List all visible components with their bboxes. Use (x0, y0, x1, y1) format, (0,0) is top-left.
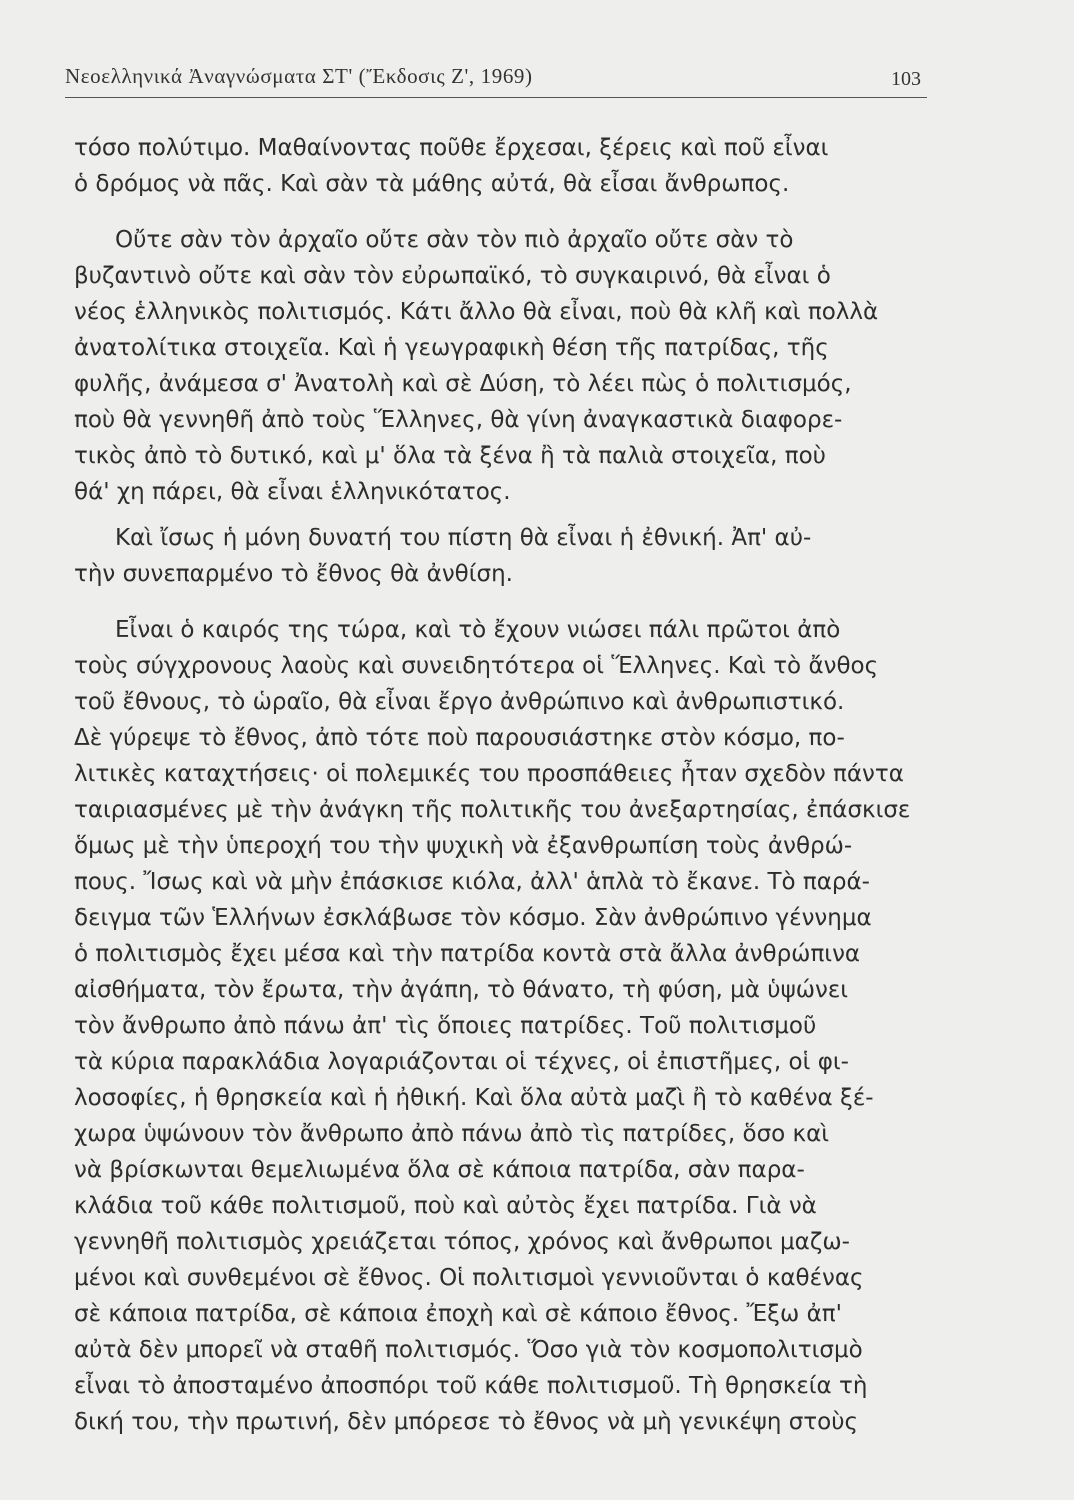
paragraph-gap (74, 592, 932, 612)
text-line: νέος ἑλληνικὸς πολιτισμός. Κάτι ἄλλο θὰ εἶναι, ποὺ θὰ κλῆ καὶ πολλὰ (74, 299, 879, 325)
text-line: λοσοφίες, ἡ θρησκεία καὶ ἡ ἠθική. Καὶ ὅλα αὐτὰ μαζὶ ἢ τὸ καθένα ξέ- (74, 1085, 874, 1111)
page-number: 103 (891, 68, 921, 90)
paragraph-gap (74, 202, 932, 222)
text-line: τοὺς σύγχρονους λαοὺς καὶ συνειδητότερα οἱ Ἕλληνες. Καὶ τὸ ἄνθος (74, 653, 879, 679)
text-line: θά' χη πάρει, θὰ εἶναι ἑλληνικότατος. (74, 479, 511, 505)
paragraph-gap (74, 510, 932, 520)
header-rule (65, 97, 927, 98)
text-line: νὰ βρίσκωνται θεμελιωμένα ὅλα σὲ κάποια πατρίδα, σὰν παρα- (74, 1157, 805, 1183)
text-line: Οὔτε σὰν τὸν ἀρχαῖο οὔτε σὰν τὸν πιὸ ἀρχαῖο οὔτε σὰν τὸ (115, 227, 794, 253)
body-text (74, 130, 932, 1440)
text-line: πους. Ἴσως καὶ νὰ μὴν ἐπάσκισε κιόλα, ἀλλ' ἁπλὰ τὸ ἔκανε. Τὸ παρά- (74, 869, 870, 895)
text-line: τὰ κύρια παρακλάδια λογαριάζονται οἱ τέχνες, οἱ ἐπιστῆμες, οἱ φι- (74, 1049, 849, 1075)
text-line: λιτικὲς καταχτήσεις· οἱ πολεμικές του προσπάθειες ἦταν σχεδὸν πάντα (74, 761, 904, 787)
text-line: Εἶναι ὁ καιρός της τώρα, καὶ τὸ ἔχουν νιώσει πάλι πρῶτοι ἀπὸ (115, 617, 841, 643)
text-line: ὁ πολιτισμὸς ἔχει μέσα καὶ τὴν πατρίδα κοντὰ στὰ ἄλλα ἀνθρώπινα (74, 941, 861, 967)
text-line: δειγμα τῶν Ἑλλήνων ἐσκλάβωσε τὸν κόσμο. Σὰν ἀνθρώπινο γέννημα (74, 905, 872, 931)
text-line: αὐτὰ δὲν μπορεῖ νὰ σταθῆ πολιτισμός. Ὅσο γιὰ τὸν κοσμοπολιτισμὸ (74, 1337, 863, 1363)
paragraph-4 (74, 612, 932, 1440)
text-line: ὅμως μὲ τὴν ὑπεροχή του τὴν ψυχικὴ νὰ ἐξανθρωπίση τοὺς ἀνθρώ- (74, 833, 853, 859)
text-line: Δὲ γύρεψε τὸ ἔθνος, ἀπὸ τότε ποὺ παρουσιάστηκε στὸν κόσμο, πο- (74, 725, 845, 751)
text-line: μένοι καὶ συνθεμένοι σὲ ἔθνος. Οἱ πολιτισμοὶ γεννιοῦνται ὁ καθένας (74, 1265, 864, 1291)
text-line: τικὸς ἀπὸ τὸ δυτικό, καὶ μ' ὅλα τὰ ξένα ἢ τὰ παλιὰ στοιχεῖα, ποὺ (74, 443, 826, 469)
text-line: ὁ δρόμος νὰ πᾶς. Καὶ σὰν τὰ μάθης αὐτά, θὰ εἶσαι ἄνθρωπος. (74, 171, 790, 197)
text-line: εἶναι τὸ ἀποσταμένο ἀποσπόρι τοῦ κάθε πολιτισμοῦ. Τὴ θρησκεία τὴ (74, 1373, 868, 1399)
text-line: τὸν ἄνθρωπο ἀπὸ πάνω ἀπ' τὶς ὅποιες πατρίδες. Τοῦ πολιτισμοῦ (74, 1013, 817, 1039)
text-line: ἀνατολίτικα στοιχεῖα. Καὶ ἡ γεωγραφικὴ θέση τῆς πατρίδας, τῆς (74, 335, 829, 361)
header-title: Νεοελληνικά Ἀναγνώσματα ΣΤ' (Ἔκδοσις Ζ', 1969) (65, 64, 533, 88)
text-line: βυζαντινὸ οὔτε καὶ σὰν τὸν εὐρωπαϊκό, τὸ συγκαιρινό, θὰ εἶναι ὁ (74, 263, 831, 289)
paragraph-3 (74, 520, 932, 592)
text-line: τόσο πολύτιμο. Μαθαίνοντας ποῦθε ἔρχεσαι, ξέρεις καὶ ποῦ εἶναι (74, 135, 829, 161)
text-line: αἰσθήματα, τὸν ἔρωτα, τὴν ἀγάπη, τὸ θάνατο, τὴ φύση, μὰ ὑψώνει (74, 977, 849, 1003)
text-line: ποὺ θὰ γεννηθῆ ἀπὸ τοὺς Ἕλληνες, θὰ γίνη ἀναγκαστικὰ διαφορε- (74, 407, 843, 433)
text-line: τὴν συνεπαρμένο τὸ ἔθνος θὰ ἀνθίση. (74, 561, 513, 587)
text-line: τοῦ ἔθνους, τὸ ὡραῖο, θὰ εἶναι ἔργο ἀνθρώπινο καὶ ἀνθρωπιστικό. (74, 689, 845, 715)
paragraph-1 (74, 130, 932, 202)
paragraph-2 (74, 222, 932, 510)
running-header (65, 62, 927, 96)
text-line: χωρα ὑψώνουν τὸν ἄνθρωπο ἀπὸ πάνω ἀπὸ τὶς πατρίδες, ὅσο καὶ (74, 1121, 830, 1147)
text-line: φυλῆς, ἀνάμεσα σ' Ἀνατολὴ καὶ σὲ Δύση, τὸ λέει πὼς ὁ πολιτισμός, (74, 371, 852, 397)
text-line: Καὶ ἴσως ἡ μόνη δυνατή του πίστη θὰ εἶναι ἡ ἐθνική. Ἀπ' αὐ- (115, 525, 812, 551)
text-line: κλάδια τοῦ κάθε πολιτισμοῦ, ποὺ καὶ αὐτὸς ἔχει πατρίδα. Γιὰ νὰ (74, 1193, 817, 1219)
text-line: σὲ κάποια πατρίδα, σὲ κάποια ἐποχὴ καὶ σὲ κάποιο ἔθνος. Ἔξω ἀπ' (74, 1301, 842, 1327)
text-line: ταιριασμένες μὲ τὴν ἀνάγκη τῆς πολιτικῆς του ἀνεξαρτησίας, ἐπάσκισε (74, 797, 911, 823)
text-line: γεννηθῆ πολιτισμὸς χρειάζεται τόπος, χρόνος καὶ ἄνθρωποι μαζω- (74, 1229, 850, 1255)
text-line: δική του, τὴν πρωτινή, δὲν μπόρεσε τὸ ἔθνος νὰ μὴ γενικέψη στοὺς (74, 1409, 859, 1435)
